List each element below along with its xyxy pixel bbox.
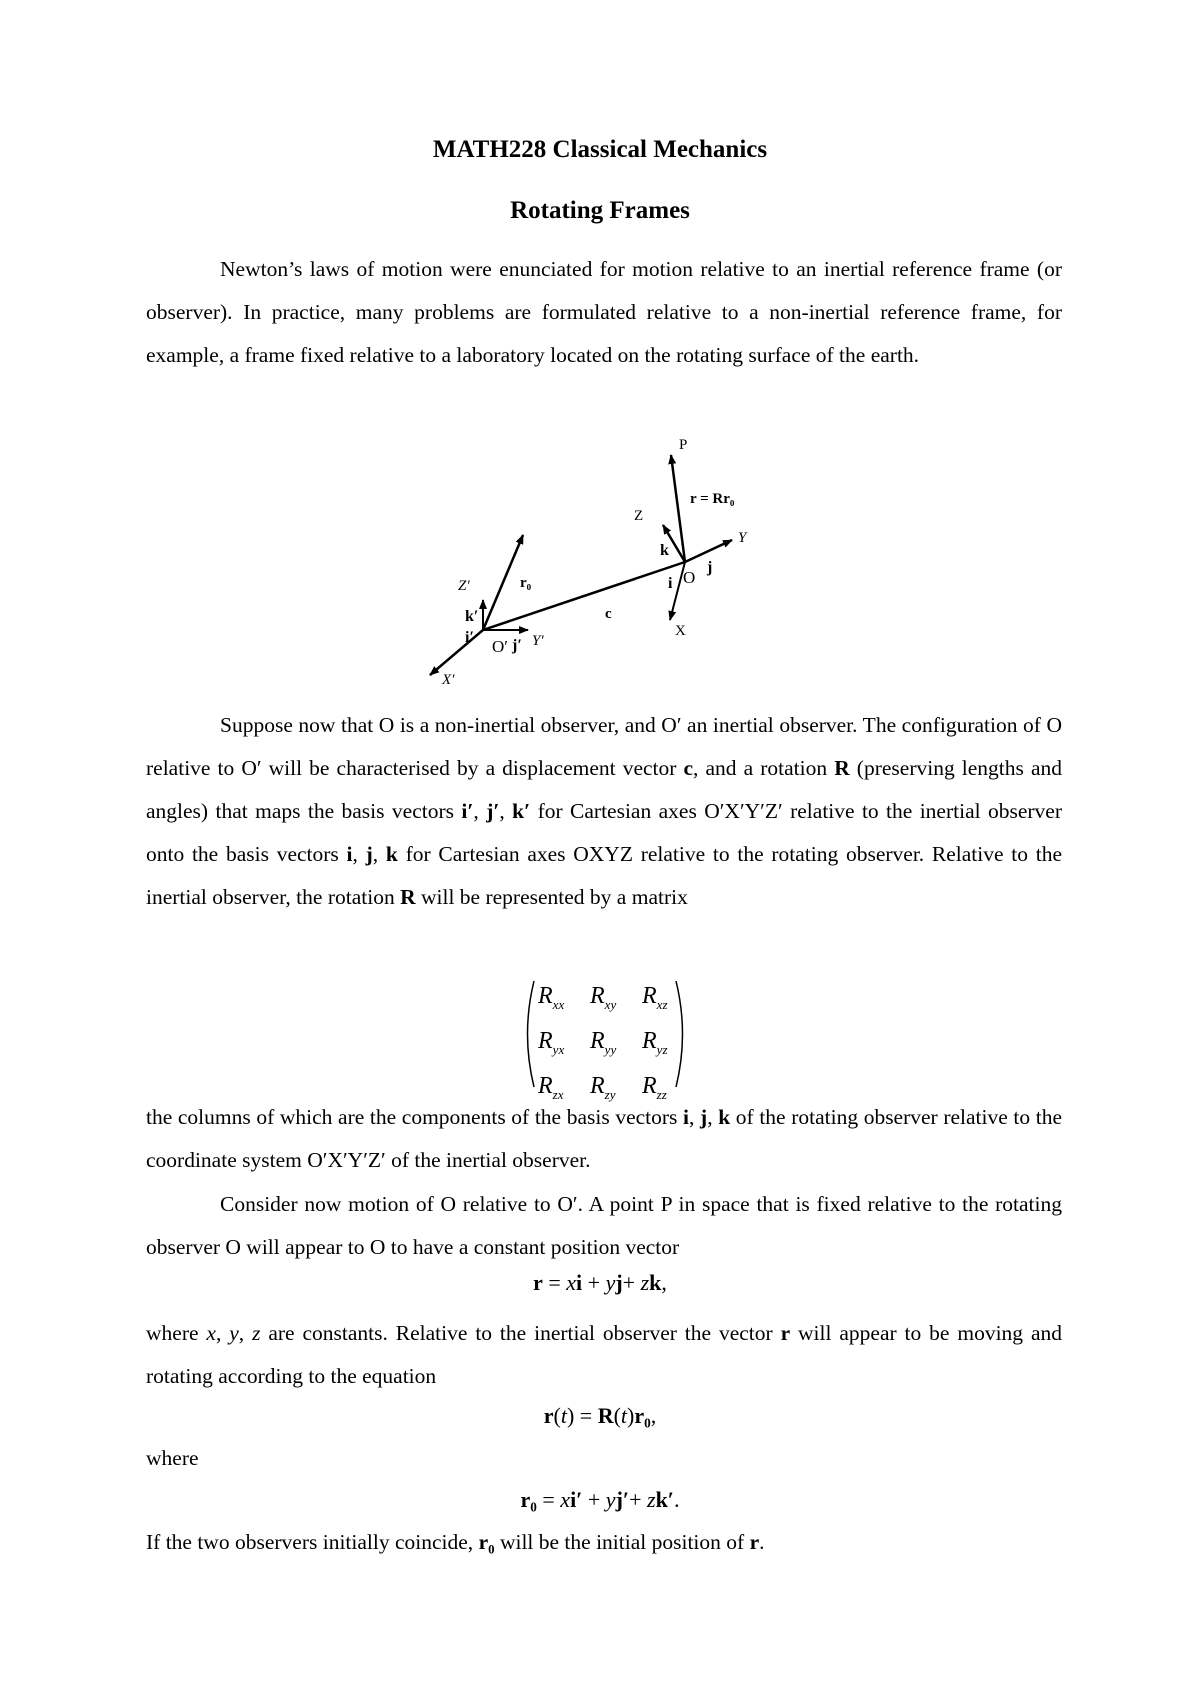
axis-xprime bbox=[430, 630, 483, 675]
section-title: Rotating Frames bbox=[510, 197, 690, 224]
label-r-eq: r = Rr₀ bbox=[690, 491, 735, 507]
label-r0: r₀ bbox=[520, 575, 532, 591]
closing-paragraph: If the two observers initially coincide, r₀ will be the initial position of r. bbox=[146, 1530, 765, 1554]
equation-rotation: r(t) = R(t)r₀, bbox=[543, 1403, 657, 1428]
label-o: O bbox=[683, 568, 696, 587]
label-x: X bbox=[675, 623, 686, 639]
label-yprime: Y′ bbox=[532, 633, 544, 649]
matrix-row-3: $R_{zx}$ $R_{zy}$ $R_{zz}$ bbox=[538, 1072, 667, 1102]
constants-paragraph: where x, y, z are constants. Relative to the inertial observer the vector r will appear to be moving and rotating according to the equation bbox=[146, 1321, 1062, 1388]
label-oprime: O′ bbox=[492, 637, 508, 656]
label-z: Z bbox=[634, 508, 644, 524]
label-iprime: i′ bbox=[465, 629, 474, 646]
label-kprime: k′ bbox=[465, 608, 479, 625]
rotation-matrix bbox=[520, 978, 690, 1102]
label-c: c bbox=[605, 606, 612, 622]
label-xprime: X′ bbox=[442, 672, 455, 688]
where-text: where bbox=[146, 1446, 199, 1470]
equation-position-vector: r = xi + yj+ zk, bbox=[533, 1270, 667, 1295]
label-j: j bbox=[707, 559, 713, 576]
label-p: P bbox=[679, 437, 688, 453]
configuration-paragraph: Suppose now that O is a non-inertial observer, and O′ an inertial observer. The configuration of O relative to O′ will be characterised by a displacement vector c, and a rotation R (preserving lengths and angles) that maps the basis vectors i′, j′, k′ for Cartesian axes O′X′Y′Z′ relative to the inertial observer onto the basis vectors i, j, k for Cartesian axes OXYZ relative to the rotating observer. Relative to the inertial observer, the rotation R will be represented by a matrix bbox=[146, 713, 1063, 909]
columns-paragraph: the columns of which are the components of the basis vectors i, j, k of the rotating observer relative to the coordinate system O′X′Y′Z′ of the inertial observer. bbox=[146, 1105, 1063, 1172]
label-y: Y bbox=[738, 530, 747, 546]
vector-r0 bbox=[483, 535, 523, 630]
matrix-row-1: $R_{xx}$ $R_{xy}$ $R_{xz}$ bbox=[538, 983, 668, 1012]
rotating-frames-diagram bbox=[420, 430, 780, 690]
page-title: MATH228 Classical Mechanics bbox=[432, 136, 768, 163]
vector-c bbox=[483, 562, 685, 630]
label-jprime: j′ bbox=[512, 637, 522, 654]
vector-r bbox=[671, 455, 685, 562]
intro-paragraph: Newton’s laws of motion were enunciated for motion relative to an inertial reference frame (or observer). In practice, many problems are formulated relative to a non-inertial reference frame, for example, a frame fixed relative to a laboratory located on the rotating surface of the earth. bbox=[146, 257, 1062, 367]
label-zprime: Z′ bbox=[458, 578, 470, 594]
label-k: k bbox=[660, 542, 669, 559]
matrix-row-2: $R_{yx}$ $R_{yy}$ $R_{yz}$ bbox=[538, 1027, 668, 1057]
label-i: i bbox=[668, 575, 673, 592]
equation-initial-vector: r₀ = xi′ + yj′+ zk′. bbox=[520, 1487, 680, 1512]
motion-paragraph: Consider now motion of O relative to O′. A point P in space that is fixed relative to the rotating observer O will appear to O to have a constant position vector bbox=[146, 1192, 1062, 1259]
